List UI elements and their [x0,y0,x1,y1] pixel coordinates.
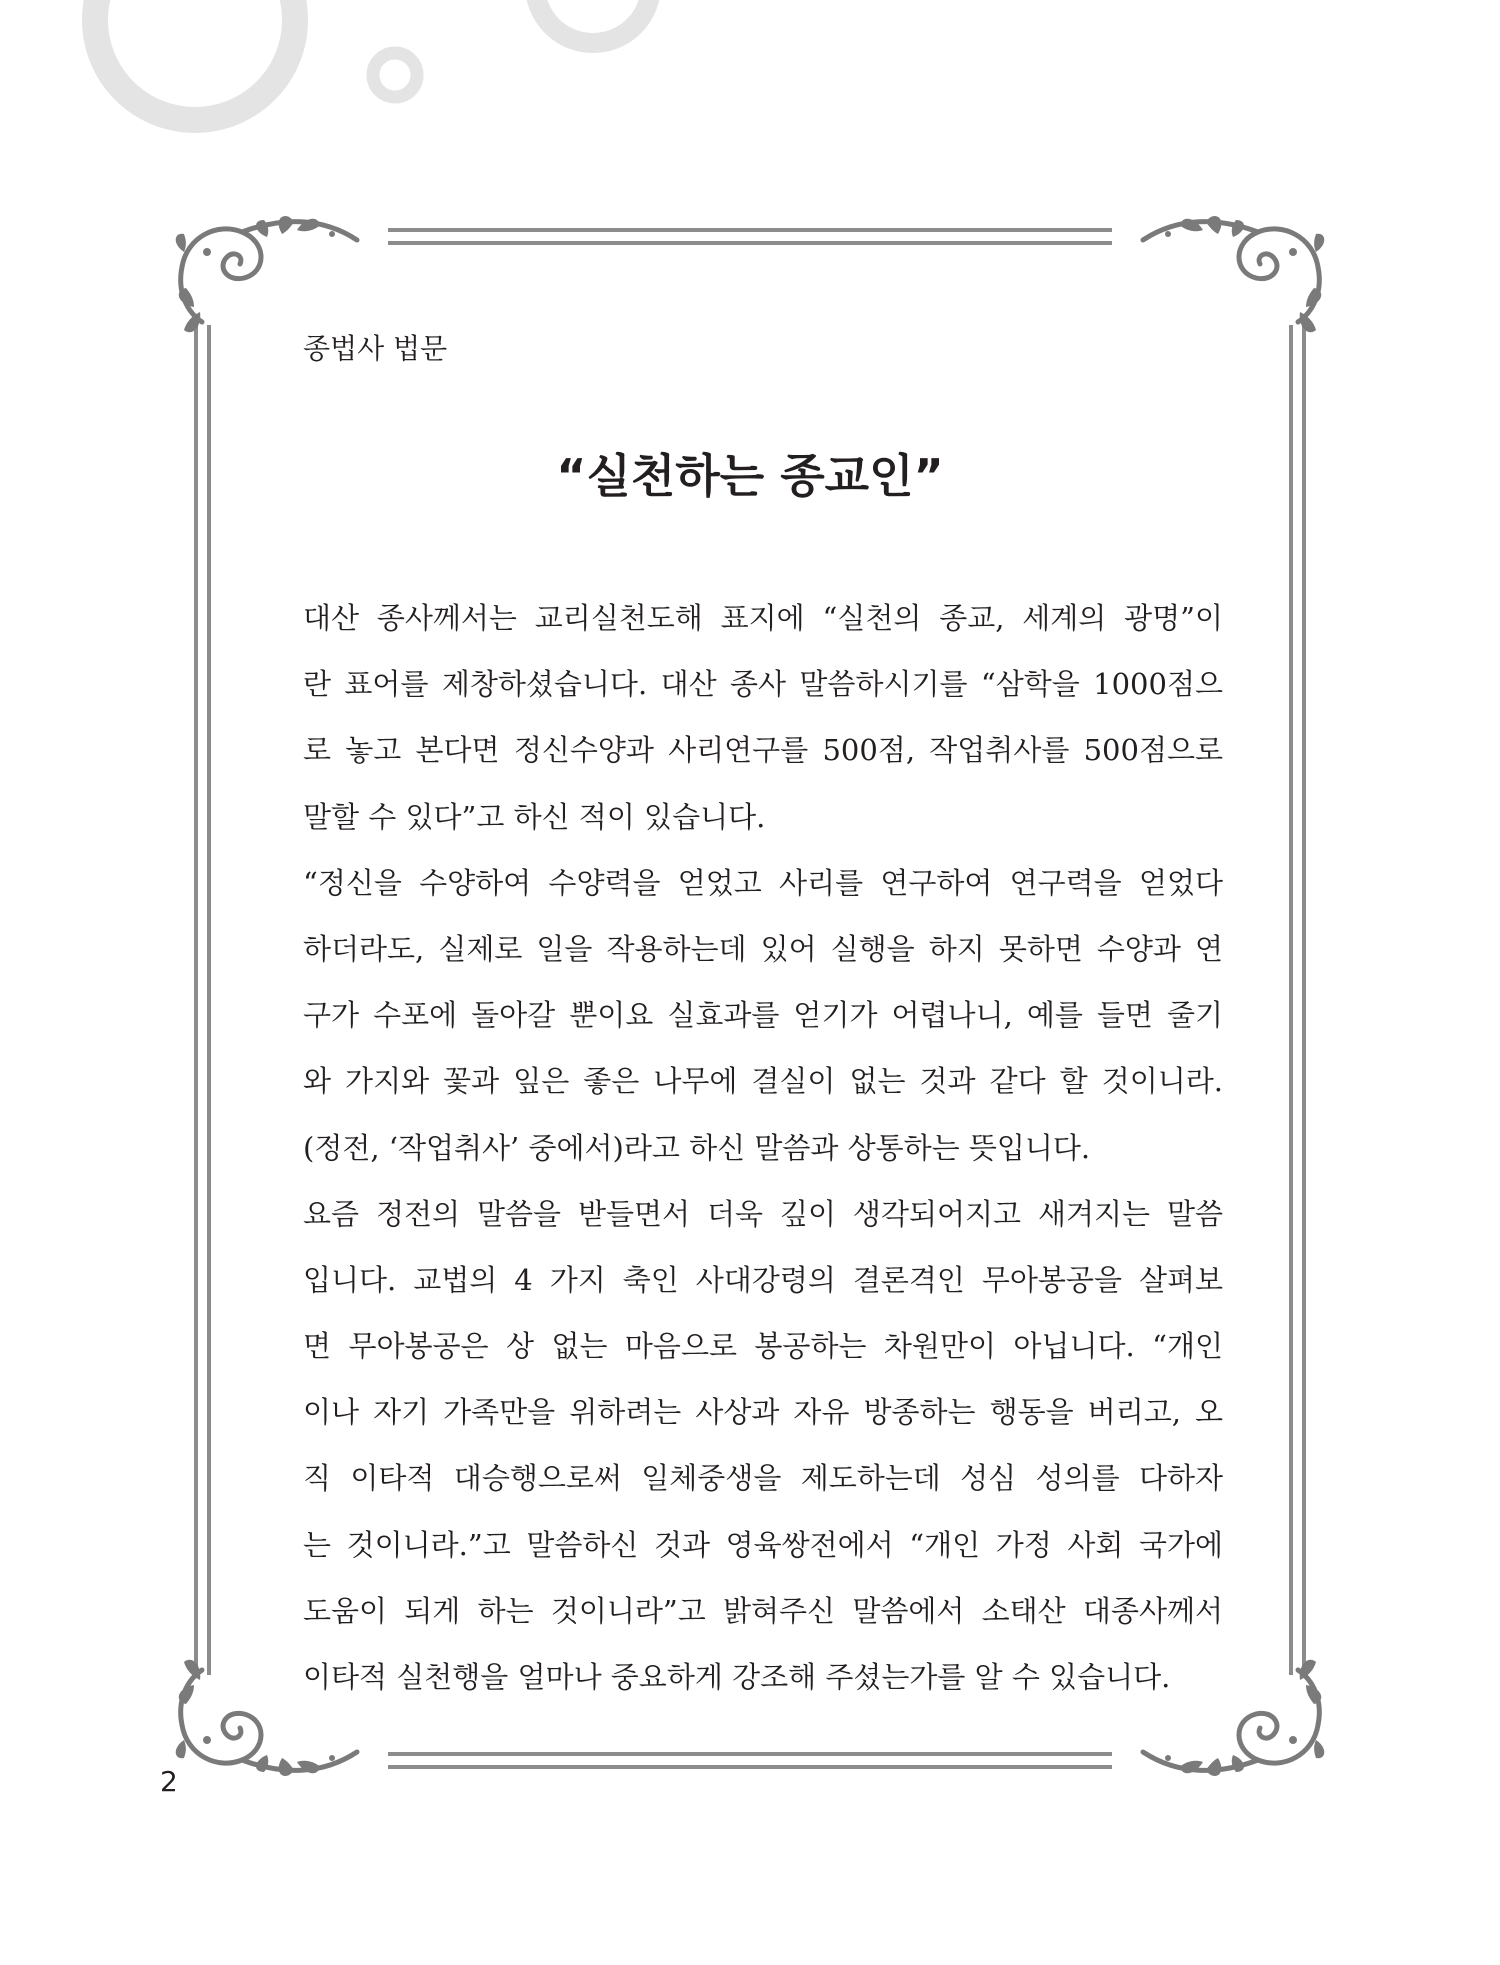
body-line: 로 놓고 본다면 정신수양과 사리연구를 500점, 작업취사를 500점으로 [303,733,1223,768]
body-line: 면 무아봉공은 상 없는 마음으로 봉공하는 차원만이 아닙니다. “개인 [303,1329,1223,1364]
flourish-ornament-icon [1143,216,1324,332]
body-line: 구가 수포에 돌아갈 뿐이요 실효과를 얻기가 어렵나니, 예를 들면 줄기 [303,998,1223,1033]
body-line: 직 이타적 대승행으로써 일체중생을 제도하는데 성심 성의를 다하자 [303,1461,1223,1496]
body-line: 말할 수 있다”고 하신 적이 있습니다. [303,799,766,834]
body-text [303,592,1223,1717]
body-line: 이타적 실천행을 얼마나 중요하게 강조해 주셨는가를 알 수 있습니다. [303,1660,1171,1694]
flourish-ornament-icon [176,216,357,332]
body-line: (정전, ‘작업취사’ 중에서)라고 하신 말씀과 상통하는 뜻입니다. [303,1130,1091,1165]
body-line: 대산 종사께서는 교리실천도해 표지에 “실천의 종교, 세계의 광명”이 [303,601,1223,635]
page-number: 2 [160,1765,178,1798]
body-line: 는 것이니라.”고 말씀하신 것과 영육쌍전에서 “개인 가정 사회 국가에 [303,1527,1223,1562]
section-label: 종법사 법문 [303,332,448,365]
body-line: “정신을 수양하여 수양력을 얻었고 사리를 연구하여 연구력을 얻었다 [303,865,1223,900]
body-line: 요즘 정전의 말씀을 받들면서 더욱 깊이 생각되어지고 새겨지는 말씀 [303,1196,1223,1231]
body-line: 도움이 되게 하는 것이니라”고 밝혀주신 말씀에서 소태산 대종사께서 [303,1593,1223,1628]
body-line: 입니다. 교법의 4 가지 축인 사대강령의 결론격인 무아봉공을 살펴보 [303,1262,1223,1297]
body-line: 란 표어를 제창하셨습니다. 대산 종사 말씀하시기를 “삼학을 1000점으 [303,667,1223,702]
body-line: 와 가지와 꽃과 잎은 좋은 나무에 결실이 없는 것과 같다 할 것이니라. [303,1064,1223,1099]
body-line: 하더라도, 실제로 일을 작용하는데 있어 실행을 하지 못하면 수양과 연 [303,931,1223,966]
page-title: “실천하는 종교인” [556,449,944,503]
body-line: 이나 자기 가족만을 위하려는 사상과 자유 방종하는 행동을 버리고, 오 [303,1395,1223,1430]
